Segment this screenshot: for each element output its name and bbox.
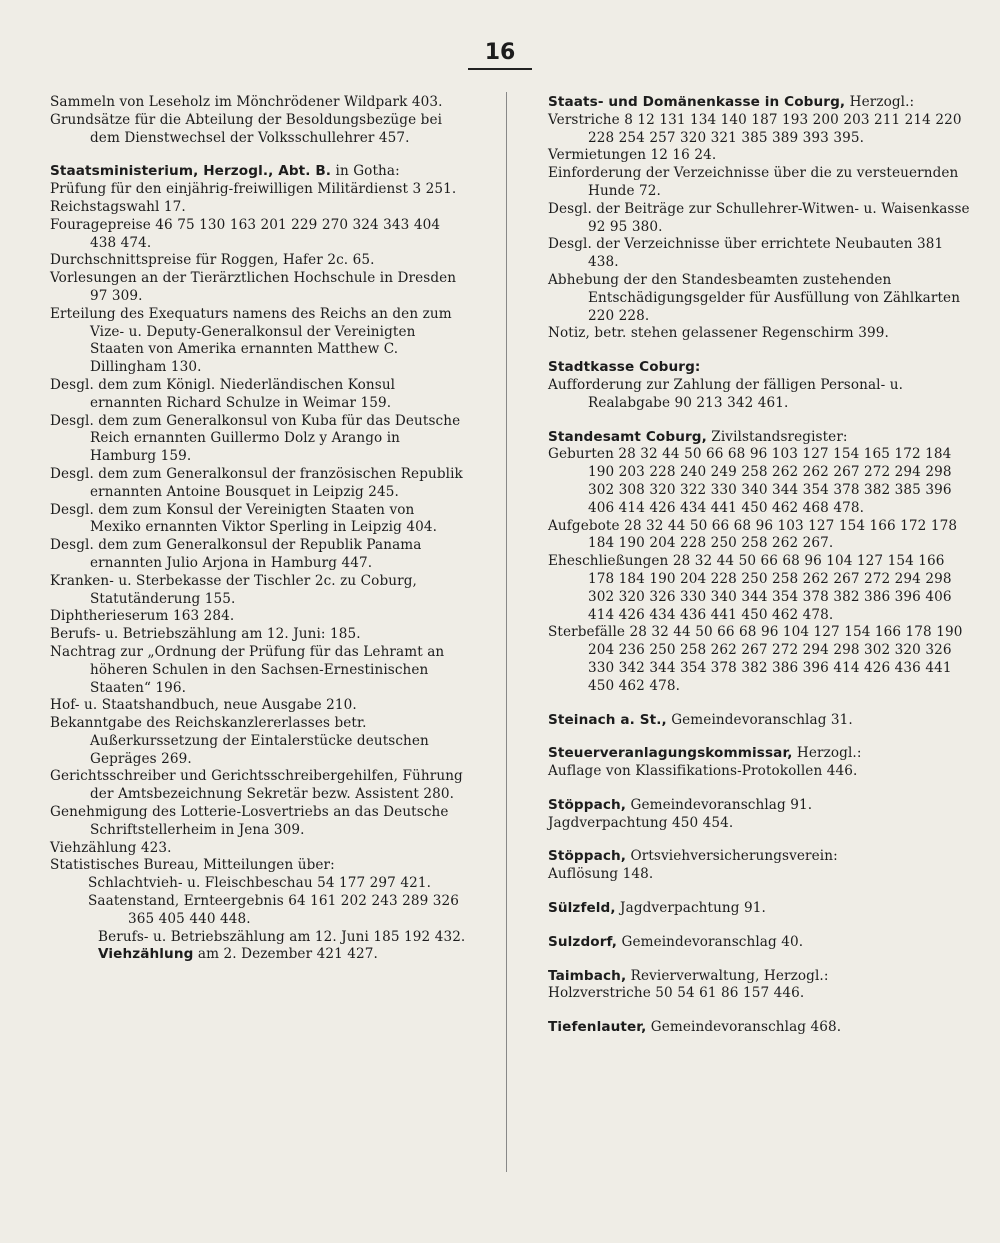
index-entry: Holzverstriche 50 54 61 86 157 446. (548, 985, 805, 1002)
index-entry: Vorlesungen an der Tierärztlichen Hochschule in Dresden 97 309. (50, 270, 457, 304)
index-entry: Einforderung der Verzeichnisse über die zu versteuernden Hunde 72. (548, 165, 959, 199)
index-entry: Sammeln von Leseholz im Mönchrödener Wildpark 403. (50, 94, 443, 110)
index-subentry: Viehzählung am 2. Dezember 421 427. (98, 946, 378, 963)
right-column (548, 94, 970, 1037)
index-entry: Desgl. dem zum Konsul der Vereinigten Staaten von Mexiko ernannten Viktor Sperling in Leipzig 404. (50, 501, 438, 536)
index-entry: Desgl. dem zum Generalkonsul der Republik Panama ernannten Julio Arjona in Hamburg 447. (50, 537, 422, 571)
index-entry: Hof- u. Staatshandbuch, neue Ausgabe 210. (50, 697, 357, 714)
index-entry: Aufforderung zur Zahlung der fälligen Personal- u. Realabgabe 90 213 342 461. (548, 376, 904, 411)
index-entry: Jagdverpachtung 450 454. (548, 814, 734, 831)
index-entry: Grundsätze für die Abteilung der Besoldungsbezüge bei dem Dienstwechsel der Volksschullehrer 457. (50, 111, 443, 146)
index-entry: Verstriche 8 12 131 134 140 187 193 200 203 211 214 220 228 254 257 320 321 385 389 393 395. (548, 111, 962, 146)
index-entry: Statistisches Bureau, Mitteilungen über: (50, 857, 335, 874)
index-entry: Fouragepreise 46 75 130 163 201 229 270 324 343 404 438 474. (50, 216, 441, 251)
index-entry: Eheschließungen 28 32 44 50 66 68 96 104 127 154 166 178 184 190 204 228 250 258 262 267 272 294 298 302 320 326 330 340 344 354 378 382 386 396 406 414 426 434 436 441 450 462 478. (548, 553, 952, 623)
index-entry: Desgl. dem zum Generalkonsul der französischen Republik ernannten Antoine Bousquet in Leipzig 245. (50, 465, 463, 500)
left-column (50, 94, 468, 964)
index-heading: Steinach a. St., Gemeindevoranschlag 31. (548, 711, 853, 728)
index-entry: Prüfung für den einjährig-freiwilligen Militärdienst 3 251. (50, 181, 457, 198)
index-subentry: Saatenstand, Ernteergebnis 64 161 202 243 289 326 365 405 440 448. (88, 893, 460, 927)
index-entry: Aufgebote 28 32 44 50 66 68 96 103 127 154 166 172 178 184 190 204 228 250 258 262 267. (548, 517, 958, 552)
index-entry: Erteilung des Exequaturs namens des Reichs an den zum Vize- u. Deputy-Generalkonsul der Vereinigten Staaten von Amerika ernannten Matthew C. Dillingham 130. (50, 305, 452, 376)
index-entry: Durchschnittspreise für Roggen, Hafer 2c. 65. (50, 252, 375, 269)
index-heading: Steuerveranlagungskommissar, Herzogl.: (548, 745, 862, 762)
index-entry: Geburten 28 32 44 50 66 68 96 103 127 154 165 172 184 190 203 228 240 249 258 262 262 267 272 294 298 302 308 320 322 330 340 344 354 378 382 385 396 406 414 426 434 441 450 462 468 478. (548, 446, 952, 516)
index-heading: Sulzdorf, Gemeindevoranschlag 40. (548, 933, 804, 950)
column-divider (506, 92, 507, 1172)
index-entry: Desgl. der Verzeichnisse über errichtete Neubauten 381 438. (548, 236, 944, 271)
index-heading: Stadtkasse Coburg: (548, 359, 701, 376)
index-entry: Desgl. der Beiträge zur Schullehrer-Witwen- u. Waisenkasse 92 95 380. (548, 200, 970, 235)
index-subentry: Schlachtvieh- u. Fleischbeschau 54 177 297 421. (88, 875, 432, 892)
index-entry: Gerichtsschreiber und Gerichtsschreibergehilfen, Führung der Amtsbezeichnung Sekretär bezw. Assistent 280. (50, 768, 463, 803)
index-entry: Nachtrag zur „Ordnung der Prüfung für das Lehramt an höheren Schulen in den Sachsen-Ernestinischen Staaten“ 196. (50, 643, 445, 696)
index-entry: Desgl. dem zum Generalkonsul von Kuba für das Deutsche Reich ernannten Guillermo Dolz y Arango in Hamburg 159. (50, 412, 461, 465)
index-heading: Staatsministerium, Herzogl., Abt. B. in Gotha: (50, 163, 400, 180)
index-entry: Desgl. dem zum Königl. Niederländischen Konsul ernannten Richard Schulze in Weimar 159. (50, 376, 396, 411)
index-entry: Auflösung 148. (548, 866, 654, 883)
index-entry: Notiz, betr. stehen gelassener Regenschirm 399. (548, 325, 889, 342)
index-entry: Kranken- u. Sterbekasse der Tischler 2c. zu Coburg, Statutänderung 155. (50, 572, 417, 607)
page-number: 16 (484, 40, 516, 65)
index-heading: Stöppach, Ortsviehversicherungsverein: (548, 848, 838, 865)
index-heading: Standesamt Coburg, Zivilstandsregister: (548, 428, 848, 445)
index-entry: Genehmigung des Lotterie-Losvertriebs an das Deutsche Schriftstellerheim in Jena 309. (50, 804, 449, 838)
index-heading: Sülzfeld, Jagdverpachtung 91. (548, 900, 766, 917)
index-entry: Reichstagswahl 17. (50, 198, 186, 215)
index-entry: Berufs- u. Betriebszählung am 12. Juni: 185. (50, 626, 361, 643)
index-heading: Taimbach, Revierverwaltung, Herzogl.: (548, 967, 829, 984)
page-number-rule (468, 68, 532, 70)
index-heading: Stöppach, Gemeindevoranschlag 91. (548, 796, 813, 813)
index-entry: Sterbefälle 28 32 44 50 66 68 96 104 127 154 166 178 190 204 236 250 258 262 267 272 294 298 302 320 326 330 342 344 354 378 382 386 396 414 426 436 441 450 462 478. (548, 624, 963, 694)
index-entry: Diphtherieserum 163 284. (50, 608, 235, 625)
index-heading: Staats- und Domänenkasse in Coburg, Herzogl.: (548, 94, 915, 110)
index-entry: Bekanntgabe des Reichskanzlererlasses betr. Außerkurssetzung der Eintalerstücke deutschen Gepräges 269. (50, 715, 429, 767)
index-entry: Auflage von Klassifikations-Protokollen 446. (548, 763, 858, 780)
index-subentry: Berufs- u. Betriebszählung am 12. Juni 185 192 432. (98, 928, 466, 945)
index-entry: Abhebung der den Standesbeamten zustehenden Entschädigungsgelder für Ausfüllung von Zählkarten 220 228. (548, 271, 961, 324)
index-entry: Vermietungen 12 16 24. (548, 147, 717, 164)
index-heading: Tiefenlauter, Gemeindevoranschlag 468. (548, 1019, 842, 1036)
index-entry: Viehzählung 423. (50, 839, 172, 856)
